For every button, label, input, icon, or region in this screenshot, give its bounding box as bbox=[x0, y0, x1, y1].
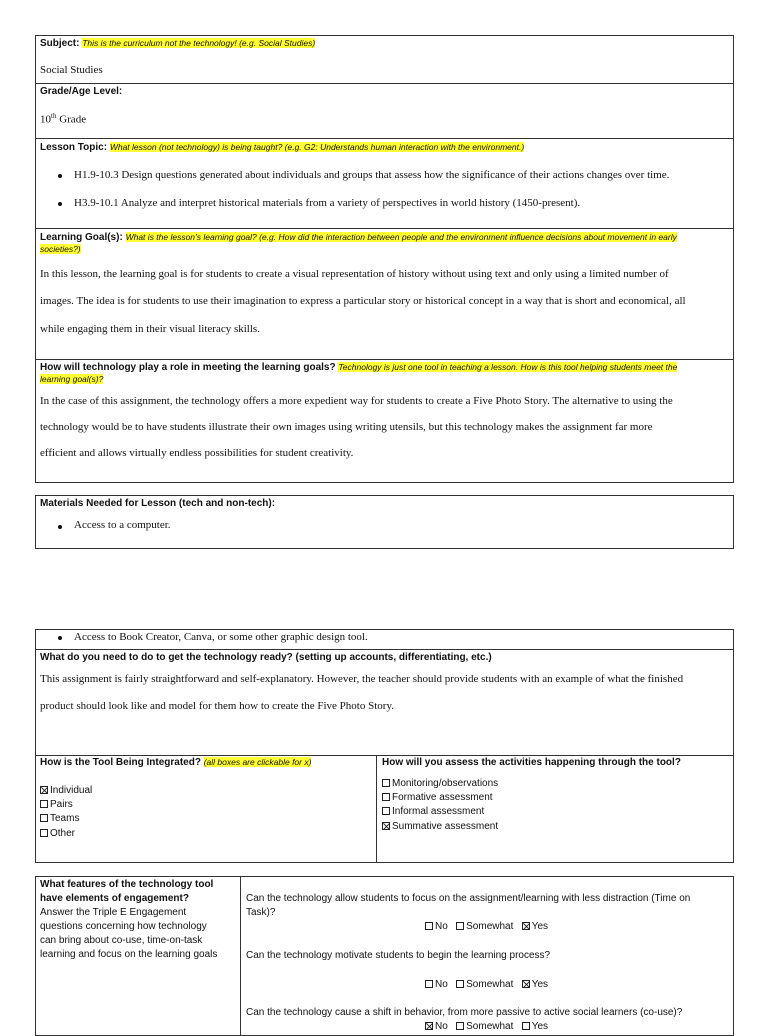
grade-value[interactable] bbox=[40, 112, 86, 126]
learning-goal-hint-cont-row bbox=[40, 244, 81, 255]
integration-label-row bbox=[40, 757, 311, 768]
engagement-question: Can the technology cause a shift in behavior, from more passive to active social learners (co-use)? bbox=[246, 1007, 683, 1018]
learning-goal-text[interactable]: In this lesson, the learning goal is for students to create a visual representation of history without using text and only using a limited number of bbox=[40, 268, 669, 280]
learning-goal-text[interactable]: while engaging them in their visual literacy skills. bbox=[40, 323, 260, 335]
checkbox-icon[interactable] bbox=[40, 829, 48, 837]
tech-role-label-row bbox=[40, 362, 677, 373]
checkbox-icon[interactable] bbox=[456, 922, 464, 930]
tech-role-hint: Technology is just one tool in teaching a lesson. How is this tool helping students meet the bbox=[338, 362, 678, 372]
option-label: Monitoring/observations bbox=[392, 778, 499, 789]
checkbox-checked-icon[interactable] bbox=[522, 980, 530, 988]
choice-label: Yes bbox=[531, 979, 549, 990]
assessment-option-formative[interactable] bbox=[382, 792, 493, 803]
checkbox-icon[interactable] bbox=[382, 779, 390, 787]
divider bbox=[36, 359, 733, 360]
materials-label: Materials Needed for Lesson (tech and non-tech): bbox=[40, 498, 276, 509]
checkbox-checked-icon[interactable] bbox=[382, 822, 390, 830]
option-label: Other bbox=[50, 828, 76, 839]
choice-label: No bbox=[435, 979, 448, 990]
checkbox-checked-icon[interactable] bbox=[40, 786, 48, 794]
grade-rest: Grade bbox=[56, 113, 87, 126]
choice-label: Somewhat bbox=[466, 921, 514, 932]
bullet-icon bbox=[58, 636, 62, 640]
lesson-topic-item[interactable]: H1.9-10.3 Design questions generated about individuals and groups that assess how the significance of their actions changes over time. bbox=[74, 169, 670, 181]
assessment-option-monitoring[interactable] bbox=[382, 778, 498, 789]
engagement-answer-row[interactable] bbox=[425, 979, 548, 990]
learning-goal-hint-cont: societies?) bbox=[40, 244, 81, 254]
divider bbox=[36, 649, 733, 650]
learning-goal-text[interactable]: images. The idea is for students to use their imagination to express a particular story or historical concept in a way that is short and economical, all bbox=[40, 295, 686, 307]
option-label: Formative assessment bbox=[392, 792, 493, 803]
divider bbox=[36, 83, 733, 84]
tech-ready-text[interactable]: This assignment is fairly straightforward and self-explanatory. However, the teacher should provide students with an example of what the finished bbox=[40, 673, 684, 685]
checkbox-checked-icon[interactable] bbox=[425, 1022, 433, 1030]
choice-label: Yes bbox=[531, 1021, 549, 1032]
tech-ready-text[interactable]: product should look like and model for them how to create the Five Photo Story. bbox=[40, 700, 394, 712]
column-divider bbox=[240, 877, 241, 1035]
assessment-label: How will you assess the activities happening through the tool? bbox=[382, 757, 681, 768]
integration-option-other[interactable] bbox=[40, 828, 75, 839]
tech-role-text[interactable]: technology would be to have students illustrate their own images using writing utensils, but this technology makes the assignment far more bbox=[40, 421, 653, 433]
grade-label: Grade/Age Level: bbox=[40, 86, 123, 97]
lesson-topic-hint: What lesson (not technology) is being taught? (e.g. G2: Understands human interaction with the environment.) bbox=[109, 142, 525, 152]
option-label: Individual bbox=[50, 785, 93, 796]
engagement-desc: learning and focus on the learning goals bbox=[40, 949, 218, 960]
checkbox-icon[interactable] bbox=[425, 922, 433, 930]
bullet-icon bbox=[58, 525, 62, 529]
subject-label: Subject: bbox=[40, 38, 80, 49]
tech-ready-label: What do you need to do to get the technology ready? (setting up accounts, differentiating, etc.) bbox=[40, 652, 492, 663]
engagement-desc: questions concerning how technology bbox=[40, 921, 207, 932]
materials-item-continued[interactable]: Access to Book Creator, Canva, or some other graphic design tool. bbox=[74, 631, 368, 643]
assessment-option-informal[interactable] bbox=[382, 806, 484, 817]
lesson-plan-table bbox=[35, 35, 734, 483]
engagement-question: Task)? bbox=[246, 907, 276, 918]
tech-role-hint-cont-row bbox=[40, 374, 103, 385]
integration-option-individual[interactable] bbox=[40, 785, 92, 796]
learning-goal-hint: What is the lesson’s learning goal? (e.g. How did the interaction between people and the environment influence decisions about movement in early bbox=[125, 232, 677, 242]
grade-number: 10 bbox=[40, 113, 51, 126]
materials-continued-table bbox=[35, 629, 734, 863]
choice-label: Somewhat bbox=[466, 979, 514, 990]
checkbox-icon[interactable] bbox=[425, 980, 433, 988]
checkbox-icon[interactable] bbox=[522, 1022, 530, 1030]
engagement-question: Can the technology motivate students to begin the learning process? bbox=[246, 950, 551, 961]
option-label: Summative assessment bbox=[392, 821, 499, 832]
column-divider bbox=[376, 755, 377, 862]
choice-label: No bbox=[435, 1021, 448, 1032]
option-label: Informal assessment bbox=[392, 806, 485, 817]
learning-goal-label: Learning Goal(s): bbox=[40, 232, 123, 243]
checkbox-icon[interactable] bbox=[382, 807, 390, 815]
option-label: Teams bbox=[50, 813, 80, 824]
engagement-label: have elements of engagement? bbox=[40, 893, 189, 904]
subject-value[interactable]: Social Studies bbox=[40, 64, 103, 76]
choice-label: Somewhat bbox=[466, 1021, 514, 1032]
checkbox-icon[interactable] bbox=[40, 800, 48, 808]
checkbox-icon[interactable] bbox=[382, 793, 390, 801]
engagement-answer-row[interactable] bbox=[425, 921, 548, 932]
engagement-question: Can the technology allow students to focus on the assignment/learning with less distraction (Time on bbox=[246, 893, 691, 904]
engagement-table bbox=[35, 876, 734, 1036]
choice-label: Yes bbox=[531, 921, 549, 932]
materials-table bbox=[35, 495, 734, 549]
lesson-topic-label-row bbox=[40, 142, 524, 153]
checkbox-icon[interactable] bbox=[456, 1022, 464, 1030]
divider bbox=[36, 228, 733, 229]
lesson-topic-label: Lesson Topic: bbox=[40, 142, 108, 153]
assessment-option-summative[interactable] bbox=[382, 821, 498, 832]
engagement-desc: Answer the Triple E Engagement bbox=[40, 907, 187, 918]
integration-hint: (all boxes are clickable for x) bbox=[203, 757, 312, 767]
checkbox-icon[interactable] bbox=[40, 814, 48, 822]
divider bbox=[36, 755, 733, 756]
subject-hint: This is the curriculum not the technology! (e.g. Social Studies) bbox=[82, 38, 316, 48]
grade-suffix: th bbox=[51, 112, 57, 120]
integration-label: How is the Tool Being Integrated? bbox=[40, 757, 201, 768]
lesson-topic-item[interactable]: H3.9-10.1 Analyze and interpret historical materials from a variety of perspectives in world history (1450-present). bbox=[74, 197, 581, 209]
materials-item[interactable]: Access to a computer. bbox=[74, 519, 171, 531]
tech-role-label: How will technology play a role in meeting the learning goals? bbox=[40, 362, 336, 373]
engagement-answer-row[interactable] bbox=[425, 1021, 548, 1032]
choice-label: No bbox=[435, 921, 448, 932]
engagement-desc: can bring about co-use, time-on-task bbox=[40, 935, 203, 946]
engagement-label: What features of the technology tool bbox=[40, 879, 214, 890]
checkbox-icon[interactable] bbox=[456, 980, 464, 988]
divider bbox=[36, 138, 733, 139]
tech-role-hint-cont: learning goal(s)? bbox=[40, 374, 104, 384]
integration-option-teams[interactable] bbox=[40, 813, 79, 824]
checkbox-checked-icon[interactable] bbox=[522, 922, 530, 930]
tech-role-text[interactable]: efficient and allows virtually endless possibilities for student creativity. bbox=[40, 447, 354, 459]
subject-label-row bbox=[40, 38, 315, 49]
option-label: Pairs bbox=[50, 799, 73, 810]
learning-goal-label-row bbox=[40, 232, 677, 243]
integration-option-pairs[interactable] bbox=[40, 799, 73, 810]
bullet-icon bbox=[58, 174, 62, 178]
bullet-icon bbox=[58, 202, 62, 206]
tech-role-text[interactable]: In the case of this assignment, the technology offers a more expedient way for students to create a Five Photo Story. The alternative to using the bbox=[40, 395, 673, 407]
